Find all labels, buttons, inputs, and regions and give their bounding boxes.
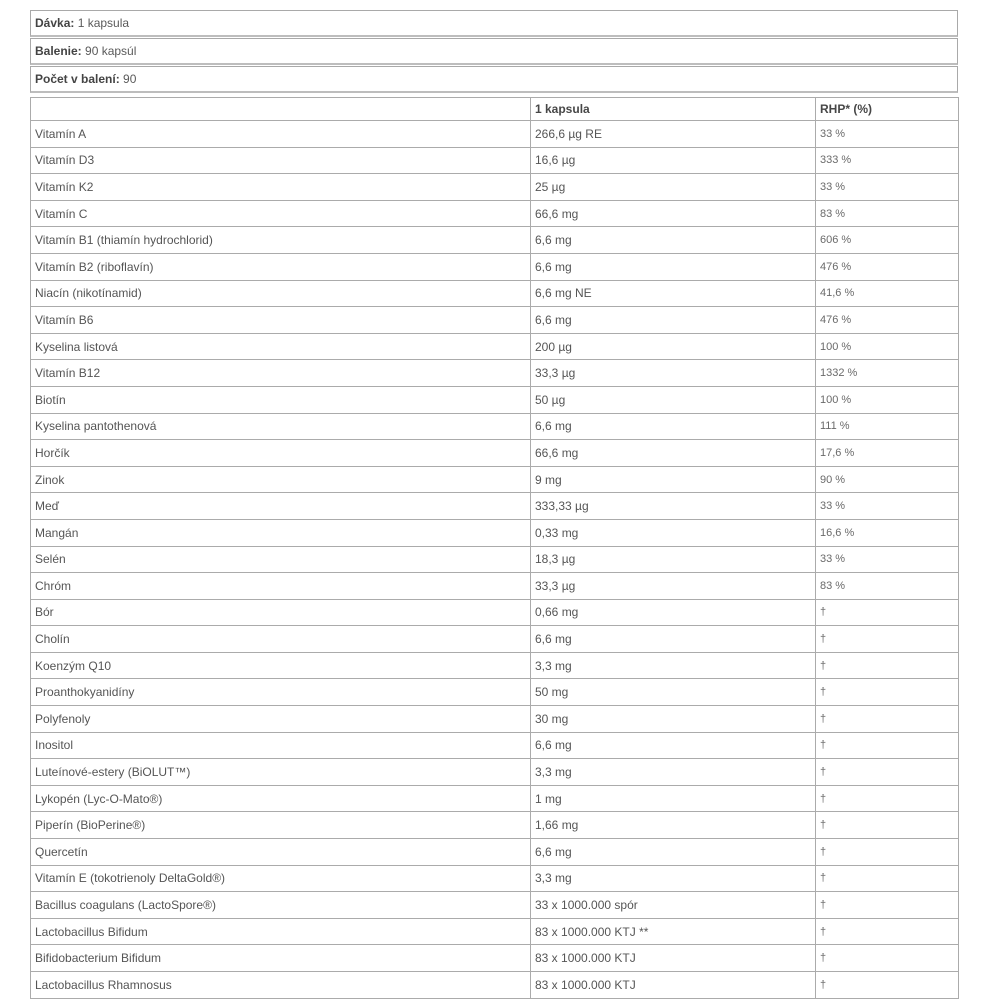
rhp-column-header: RHP* (%) [816,98,959,121]
count-info-row [30,66,958,93]
ingredient-name-cell: Selén [31,546,531,573]
table-row [31,892,959,919]
ingredient-name-cell: Bacillus coagulans (LactoSpore®) [31,892,531,919]
table-row [31,253,959,280]
amount-cell: 1 mg [531,785,816,812]
ingredient-name-cell: Vitamín B12 [31,360,531,387]
rhp-cell: 111 % [816,413,959,440]
rhp-cell: 17,6 % [816,440,959,467]
rhp-cell: 16,6 % [816,519,959,546]
amount-cell: 266,6 µg RE [531,121,816,148]
table-row [31,466,959,493]
rhp-cell: 33 % [816,121,959,148]
ingredient-name-cell: Lactobacillus Bifidum [31,918,531,945]
amount-cell: 66,6 mg [531,200,816,227]
supplement-facts-sheet [30,10,958,999]
ingredient-name-cell: Vitamín B2 (riboflavín) [31,253,531,280]
ingredient-name-cell: Quercetín [31,839,531,866]
rhp-cell: 1332 % [816,360,959,387]
table-row [31,200,959,227]
amount-cell: 33 x 1000.000 spór [531,892,816,919]
rhp-cell: 33 % [816,493,959,520]
amount-cell: 66,6 mg [531,440,816,467]
table-row [31,652,959,679]
table-row [31,227,959,254]
table-row [31,493,959,520]
table-row [31,945,959,972]
rhp-cell: † [816,785,959,812]
amount-cell: 0,66 mg [531,599,816,626]
ingredient-name-cell: Vitamín D3 [31,147,531,174]
table-row [31,147,959,174]
amount-cell: 3,3 mg [531,865,816,892]
table-header-row [31,98,959,121]
table-row [31,812,959,839]
rhp-cell: 100 % [816,333,959,360]
per-capsule-column-header: 1 kapsula [531,98,816,121]
table-row [31,121,959,148]
table-row [31,706,959,733]
table-row [31,519,959,546]
amount-cell: 6,6 mg [531,839,816,866]
ingredient-name-cell: Proanthokyanidíny [31,679,531,706]
ingredient-name-cell: Kyselina listová [31,333,531,360]
amount-cell: 1,66 mg [531,812,816,839]
rhp-cell: † [816,865,959,892]
amount-cell: 83 x 1000.000 KTJ [531,972,816,999]
amount-cell: 0,33 mg [531,519,816,546]
table-row [31,865,959,892]
amount-cell: 83 x 1000.000 KTJ [531,945,816,972]
ingredient-name-cell: Meď [31,493,531,520]
amount-cell: 6,6 mg [531,413,816,440]
amount-cell: 50 µg [531,386,816,413]
rhp-cell: 33 % [816,174,959,201]
ingredient-name-cell: Vitamín E (tokotrienoly DeltaGold®) [31,865,531,892]
rhp-cell: † [816,679,959,706]
rhp-cell: † [816,812,959,839]
amount-cell: 6,6 mg NE [531,280,816,307]
ingredient-name-cell: Vitamín A [31,121,531,148]
ingredient-name-cell: Mangán [31,519,531,546]
table-row [31,280,959,307]
amount-cell: 200 µg [531,333,816,360]
ingredient-name-cell: Vitamín C [31,200,531,227]
table-row [31,333,959,360]
package-value: 90 kapsúl [85,44,137,58]
ingredient-name-cell: Zinok [31,466,531,493]
ingredient-name-cell: Chróm [31,573,531,600]
rhp-cell: 476 % [816,253,959,280]
rhp-cell: † [816,706,959,733]
dose-label: Dávka: [35,16,75,30]
ingredient-name-cell: Niacín (nikotínamid) [31,280,531,307]
package-info-row [30,38,958,65]
amount-cell: 25 µg [531,174,816,201]
rhp-cell: 41,6 % [816,280,959,307]
package-label: Balenie: [35,44,82,58]
amount-cell: 333,33 µg [531,493,816,520]
rhp-cell: 90 % [816,466,959,493]
rhp-cell: † [816,626,959,653]
table-row [31,839,959,866]
dose-value: 1 kapsula [77,16,130,30]
nutrition-table [30,97,959,999]
ingredient-name-cell: Inositol [31,732,531,759]
amount-cell: 9 mg [531,466,816,493]
amount-cell: 50 mg [531,679,816,706]
ingredient-name-cell: Lykopén (Lyc-O-Mato®) [31,785,531,812]
rhp-cell: 606 % [816,227,959,254]
amount-cell: 3,3 mg [531,652,816,679]
rhp-cell: 476 % [816,307,959,334]
rhp-cell: 100 % [816,386,959,413]
amount-cell: 6,6 mg [531,227,816,254]
table-row [31,573,959,600]
amount-cell: 3,3 mg [531,759,816,786]
table-row [31,440,959,467]
ingredient-column-header [31,98,531,121]
table-row [31,360,959,387]
table-row [31,626,959,653]
ingredient-name-cell: Piperín (BioPerine®) [31,812,531,839]
table-row [31,386,959,413]
rhp-cell: † [816,599,959,626]
table-row [31,785,959,812]
amount-cell: 18,3 µg [531,546,816,573]
rhp-cell: † [816,892,959,919]
table-row [31,599,959,626]
table-row [31,413,959,440]
rhp-cell: † [816,839,959,866]
dose-info-row [30,10,958,37]
rhp-cell: 83 % [816,200,959,227]
rhp-cell: 83 % [816,573,959,600]
amount-cell: 83 x 1000.000 KTJ ** [531,918,816,945]
rhp-cell: † [816,732,959,759]
ingredient-name-cell: Vitamín B6 [31,307,531,334]
rhp-cell: † [816,945,959,972]
ingredient-name-cell: Vitamín B1 (thiamín hydrochlorid) [31,227,531,254]
ingredient-name-cell: Lactobacillus Rhamnosus [31,972,531,999]
ingredient-name-cell: Kyselina pantothenová [31,413,531,440]
ingredient-name-cell: Vitamín K2 [31,174,531,201]
rhp-cell: † [816,759,959,786]
rhp-cell: 333 % [816,147,959,174]
rhp-cell: † [816,918,959,945]
ingredient-name-cell: Biotín [31,386,531,413]
ingredient-name-cell: Bifidobacterium Bifidum [31,945,531,972]
table-row [31,546,959,573]
rhp-cell: 33 % [816,546,959,573]
amount-cell: 6,6 mg [531,732,816,759]
amount-cell: 30 mg [531,706,816,733]
rhp-cell: † [816,652,959,679]
table-row [31,972,959,999]
table-row [31,759,959,786]
amount-cell: 33,3 µg [531,573,816,600]
amount-cell: 6,6 mg [531,626,816,653]
table-row [31,174,959,201]
amount-cell: 16,6 µg [531,147,816,174]
table-row [31,732,959,759]
ingredient-name-cell: Koenzým Q10 [31,652,531,679]
count-value: 90 [123,72,137,86]
ingredient-name-cell: Bór [31,599,531,626]
amount-cell: 6,6 mg [531,307,816,334]
table-row [31,918,959,945]
amount-cell: 6,6 mg [531,253,816,280]
amount-cell: 33,3 µg [531,360,816,387]
ingredient-name-cell: Luteínové-estery (BiOLUT™) [31,759,531,786]
rhp-cell: † [816,972,959,999]
table-body [31,121,959,999]
count-label: Počet v balení: [35,72,120,86]
table-row [31,307,959,334]
ingredient-name-cell: Cholín [31,626,531,653]
table-row [31,679,959,706]
ingredient-name-cell: Polyfenoly [31,706,531,733]
ingredient-name-cell: Horčík [31,440,531,467]
